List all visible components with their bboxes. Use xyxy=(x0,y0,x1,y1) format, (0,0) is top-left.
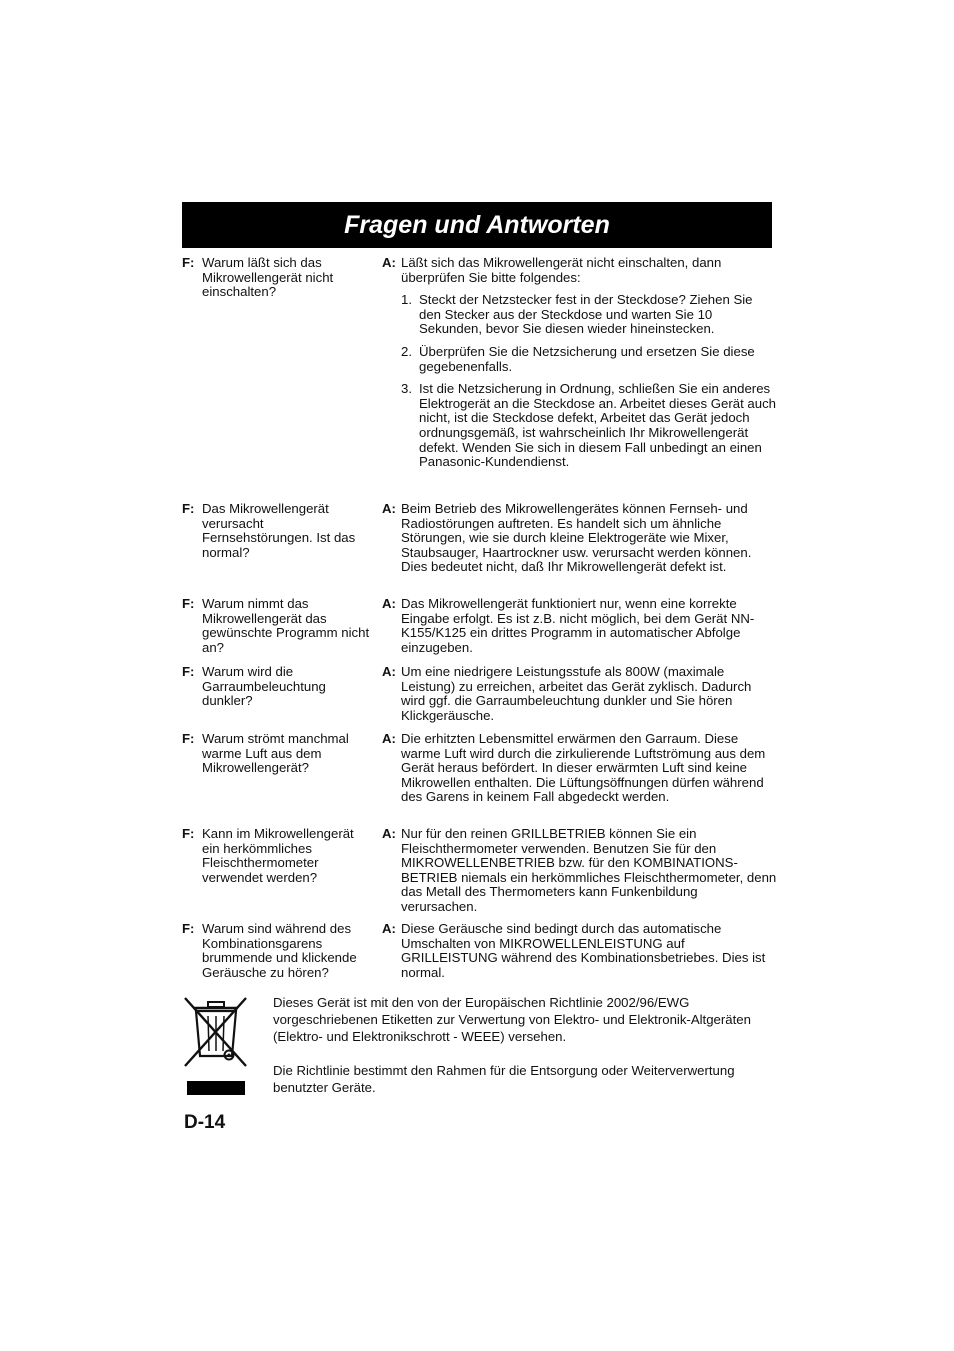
question-text: Das Mikrowellengerät verursacht Fernsehstörungen. Ist das normal? xyxy=(202,501,356,560)
list-item xyxy=(401,345,777,374)
question-label: F: xyxy=(182,664,195,679)
checklist xyxy=(382,293,777,470)
question xyxy=(182,827,374,885)
answer xyxy=(382,732,777,805)
question-label: F: xyxy=(182,921,195,936)
list-number: 1. xyxy=(401,292,412,308)
question-label: F: xyxy=(182,731,195,746)
question-label: F: xyxy=(182,596,195,611)
page-title-bar xyxy=(182,202,772,248)
list-text: Steckt der Netzstecker fest in der Steckdose? Ziehen Sie den Stecker aus der Steckdose und warten Sie 10 Sekunden, bevor Sie diesen wieder hineinstecken. xyxy=(419,292,753,337)
list-item xyxy=(401,293,777,337)
page-number: D-14 xyxy=(184,1112,226,1133)
answer-text: Läßt sich das Mikrowellengerät nicht einschalten, dann überprüfen Sie bitte folgendes: xyxy=(401,255,722,285)
question-text: Kann im Mikrowellengerät ein herkömmliches Fleischthermometer verwendet werden? xyxy=(202,826,354,885)
answer-label: A: xyxy=(382,501,396,516)
answer xyxy=(382,256,777,470)
answer xyxy=(382,502,777,575)
list-text: Überprüfen Sie die Netzsicherung und ersetzen Sie diese gegebenenfalls. xyxy=(419,343,755,374)
answer-text: Um eine niedrigere Leistungsstufe als 800W (maximale Leistung) zu erreichen, arbeitet das Gerät zyklisch. Dadurch wird ggf. die Garraumbeleuchtung dunkler und Sie hören Klickgeräusche. xyxy=(401,664,752,723)
weee-paragraph: Dieses Gerät ist mit den von der Europäischen Richtlinie 2002/96/EWG vorgeschriebenen Etiketten zur Verwertung von Elektro- und Elektronik-Altgeräten (Elektro- und Elektronikschrott - WEEE) versehen. xyxy=(273,995,751,1044)
answer xyxy=(382,922,777,980)
answer-label: A: xyxy=(382,731,396,746)
answer-label: A: xyxy=(382,664,396,679)
weee-notice xyxy=(182,994,782,1104)
answer xyxy=(382,665,777,723)
question-label: F: xyxy=(182,826,195,841)
answer-text: Das Mikrowellengerät funktioniert nur, wenn eine korrekte Eingabe erfolgt. Es ist z.B. nicht möglich, bei dem Gerät NN-K155/K125 ein drittes Programm in automatischer Abfolge einzugeben. xyxy=(401,596,755,655)
list-text: Ist die Netzsicherung in Ordnung, schließen Sie ein anderes Elektrogerät an die Steckdose an. Arbeitet dieses Gerät auch nicht, ist die Steckdose defekt, Arbeitet das Gerät jedoch ordnungsgemäß, ist wahrscheinlich Ihr Mikrowellengerät defekt. Wenden Sie sich in diesem Fall unbedingt an einen Panasonic-Kundendienst. xyxy=(419,381,777,470)
question-text: Warum nimmt das Mikrowellengerät das gewünschte Programm nicht an? xyxy=(202,596,370,655)
answer-label: A: xyxy=(382,596,396,611)
answer-text: Beim Betrieb des Mikrowellengerätes können Fernseh- und Radiostörungen auftreten. Es handelt sich um ähnliche Störungen, wie sie durch kleine Elektrogeräte wie Mixer, Staubsauger, Haartrockner usw. verursacht werden können. Dies bedeutet nicht, daß Ihr Mikrowellengerät defekt ist. xyxy=(401,501,752,575)
question xyxy=(182,732,374,776)
answer-text: Nur für den reinen GRILLBETRIEB können Sie ein Fleischthermometer verwenden. Benutzen Sie für den MIKROWELLENBETRIEB bzw. für den KOMBINATIONS-BETRIEB niemals ein herkömmliches Fleischthermometer, denn das Metall des Thermometers kann Funkenbildung verursachen. xyxy=(401,826,777,914)
list-item xyxy=(401,382,777,470)
answer-label: A: xyxy=(382,921,396,936)
answer-text: Diese Geräusche sind bedingt durch das automatische Umschalten von MIKROWELLENLEISTUNG auf GRILLEISTUNG während des Kombinationsbetriebes. Dies ist normal. xyxy=(401,921,766,980)
question xyxy=(182,256,374,300)
question xyxy=(182,922,374,980)
weee-paragraph: Die Richtlinie bestimmt den Rahmen für die Entsorgung oder Weiterverwertung benutzter Geräte. xyxy=(273,1063,735,1095)
answer xyxy=(382,827,777,915)
question-label: F: xyxy=(182,501,195,516)
weee-text xyxy=(273,994,773,1113)
answer-label: A: xyxy=(382,255,396,270)
question-text: Warum wird die Garraumbeleuchtung dunkler? xyxy=(202,664,326,709)
question xyxy=(182,597,374,655)
question-text: Warum strömt manchmal warme Luft aus dem Mikrowellengerät? xyxy=(202,731,349,776)
list-number: 3. xyxy=(401,381,412,397)
question xyxy=(182,665,374,709)
question-label: F: xyxy=(182,255,195,270)
question-text: Warum läßt sich das Mikrowellengerät nicht einschalten? xyxy=(202,255,334,300)
answer xyxy=(382,597,777,655)
page-title: Fragen und Antworten xyxy=(344,211,610,239)
question-text: Warum sind während des Kombinationsgarens brummende und klickende Geräusche zu hören? xyxy=(202,921,357,980)
list-number: 2. xyxy=(401,343,412,359)
crossed-out-wheelie-bin-icon xyxy=(182,994,252,1100)
answer-label: A: xyxy=(382,826,396,841)
question xyxy=(182,502,374,560)
answer-text: Die erhitzten Lebensmittel erwärmen den Garraum. Diese warme Luft wird durch die zirkulierende Luftströmung aus dem Gerät heraus befördert. In dieser erwärmten Luft sind keine Mikrowellen enthalten. Die Lüftungsöffnungen dürfen während des Garens in keinem Fall abgedeckt werden. xyxy=(401,731,766,805)
